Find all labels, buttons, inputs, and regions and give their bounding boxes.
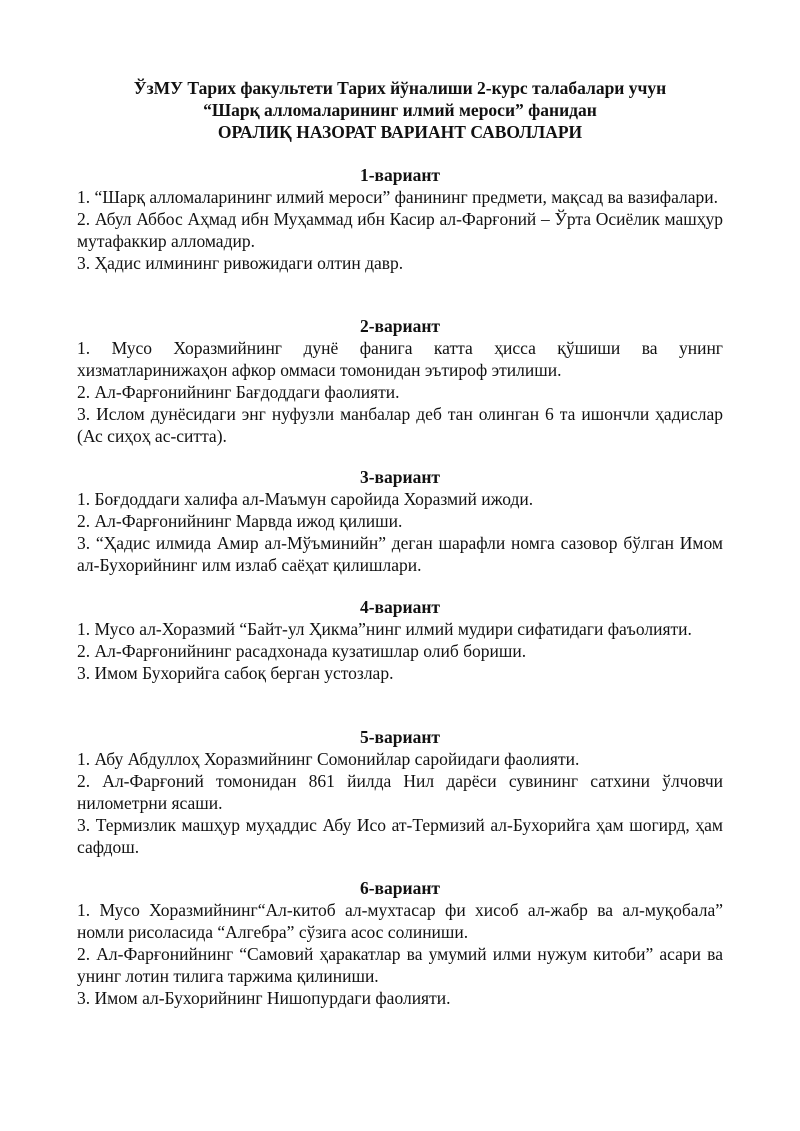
variant-3 — [77, 466, 723, 576]
variant-5 — [77, 726, 723, 858]
question: 1. Мусо Хоразмийнинг дунё фанига катта ҳисса қўшиши ва унинг хизматларинижаҳон афкор оммаси томонидан эътироф этилиши. — [77, 338, 723, 380]
variant-6 — [77, 877, 723, 1009]
question: 2. Ал-Фарғонийнинг Бағдоддаги фаолияти. — [77, 382, 400, 402]
header-line-1: ЎзМУ Тарих факультети Тарих йўналиши 2-курс талабалари учун — [133, 78, 667, 98]
question: 1. “Шарқ алломаларининг илмий мероси” фанининг предмети, мақсад ва вазифалари. — [77, 187, 718, 207]
header-title: ОРАЛИҚ НАЗОРАТ ВАРИАНТ САВОЛЛАРИ — [217, 122, 583, 142]
variant-title: 3-вариант — [359, 467, 441, 487]
variant-1 — [77, 164, 723, 274]
question: 2. Ал-Фарғонийнинг расадхонада кузатишлар олиб бориши. — [77, 641, 527, 661]
question: 1. Мусо Хоразмийнинг“Ал-китоб ал-мухтасар фи хисоб ал-жабр ва ал-муқобала” номли рисоласида “Алгебра” сўзига асос солиниши. — [77, 900, 723, 942]
variant-2 — [77, 315, 723, 447]
question: 3. Имом ал-Бухорийнинг Нишопурдаги фаолияти. — [77, 988, 451, 1008]
variant-4 — [77, 596, 723, 684]
question: 3. Ислом дунёсидаги энг нуфузли манбалар деб тан олинган 6 та ишончли ҳадислар (Ас сиҳоҳ ас-ситта). — [77, 404, 723, 446]
variant-title: 4-вариант — [359, 597, 441, 617]
question: 3. Термизлик машҳур муҳаддис Абу Исо ат-Термизий ал-Бухорийга ҳам шогирд, ҳам сафдош. — [77, 815, 723, 857]
document-header — [0, 77, 800, 143]
question: 1. Боғдоддаги халифа ал-Маъмун саройида Хоразмий ижоди. — [77, 489, 534, 509]
variant-title: 1-вариант — [359, 165, 441, 185]
question: 2. Абул Аббос Аҳмад ибн Муҳаммад ибн Касир ал-Фарғоний – Ўрта Осиёлик машҳур мутафаккир алломадир. — [77, 209, 723, 251]
question: 2. Ал-Фарғоний томонидан 861 йилда Нил дарёси сувининг сатхини ўлчовчи нилометрни ясаши. — [77, 771, 723, 813]
question: 1. Мусо ал-Хоразмий “Байт-ул Ҳикма”нинг илмий мудири сифатидаги фаъолияти. — [77, 619, 692, 639]
variant-title: 5-вариант — [359, 727, 441, 747]
question: 1. Абу Абдуллоҳ Хоразмийнинг Сомонийлар саройидаги фаолияти. — [77, 749, 580, 769]
question: 3. Имом Бухорийга сабоқ берган устозлар. — [77, 663, 394, 683]
variant-title: 2-вариант — [359, 316, 441, 336]
variant-title: 6-вариант — [359, 878, 441, 898]
header-line-2: “Шарқ алломаларининг илмий мероси” фанидан — [203, 100, 597, 120]
question: 2. Ал-Фарғонийнинг Марвда ижод қилиши. — [77, 511, 403, 531]
question: 3. “Ҳадис илмида Амир ал-Мўъминийн” деган шарафли номга сазовор бўлган Имом ал-Бухорийнинг илм излаб саёҳат қилишлари. — [77, 533, 723, 575]
question: 2. Ал-Фарғонийнинг “Самовий ҳаракатлар ва умумий илми нужум китоби” асари ва унинг лотин тилига таржима қилиниши. — [77, 944, 723, 986]
question: 3. Ҳадис илмининг ривожидаги олтин давр. — [77, 253, 404, 273]
